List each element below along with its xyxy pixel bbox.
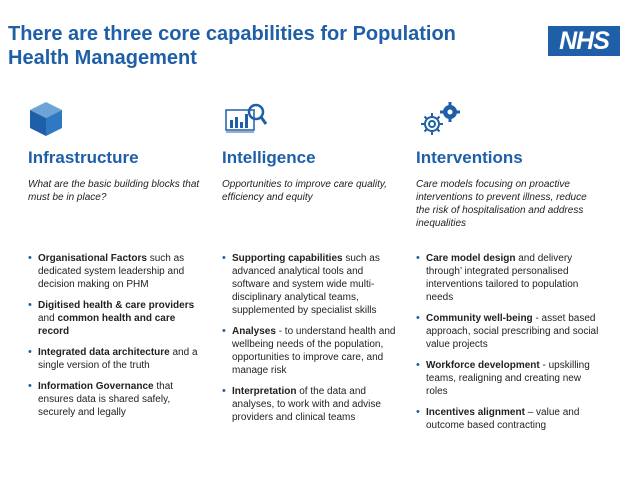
heading-infrastructure: Infrastructure — [28, 148, 139, 167]
bullet-list-infrastructure — [28, 252, 208, 427]
bullet-list-interventions — [416, 252, 600, 440]
subtitle-intelligence: Opportunities to improve care quality, efficiency and equity — [222, 179, 387, 203]
column-infrastructure — [28, 100, 208, 418]
list-item: • Interpretation of the data and analyses, to work with and advise providers and clinical teams — [222, 385, 402, 424]
list-item: • Workforce development - upskilling teams, realigning and creating new roles — [416, 359, 600, 398]
list-item: • Incentives alignment – value and outcome based contracting — [416, 406, 600, 432]
subtitle-infrastructure: What are the basic building blocks that must be in place? — [28, 179, 200, 203]
column-intelligence — [222, 100, 402, 423]
subtitle-interventions: Care models focusing on proactive interventions to prevent illness, reduce the risk of hospitalisation and address inequalities — [416, 179, 587, 229]
heading-intelligence: Intelligence — [222, 148, 316, 167]
list-item: • Community well-being - asset based approach, social prescribing and social value projects — [416, 312, 600, 351]
list-item: • Supporting capabilities such as advanced analytical tools and software and system wide multi-disciplinary analytical teams, supplemented by specialist skills — [222, 252, 402, 317]
column-interventions — [416, 100, 600, 431]
list-item: • Integrated data architecture and a single version of the truth — [28, 346, 208, 372]
analytics-magnifier-icon — [222, 100, 268, 140]
nhs-logo: NHS — [548, 26, 620, 56]
cube-icon — [28, 100, 74, 140]
title-line-2: Health Management — [8, 47, 197, 69]
bullet-list-intelligence — [222, 252, 402, 432]
heading-interventions: Interventions — [416, 148, 523, 167]
list-item: • Information Governance that ensures data is shared safely, securely and legally — [28, 380, 208, 419]
list-item: • Care model design and delivery through’ integrated personalised interventions tailored to population needs — [416, 252, 600, 304]
gears-icon — [416, 100, 462, 140]
list-item: • Analyses - to understand health and wellbeing needs of the population, opportunities to improve care, and manage risk — [222, 325, 402, 377]
title-line-1: There are three core capabilities for Population — [8, 23, 456, 45]
page-title — [8, 22, 528, 70]
list-item: • Digitised health & care providers and common health and care record — [28, 299, 208, 338]
list-item: • Organisational Factors such as dedicated system leadership and decision making on PHM — [28, 252, 208, 291]
